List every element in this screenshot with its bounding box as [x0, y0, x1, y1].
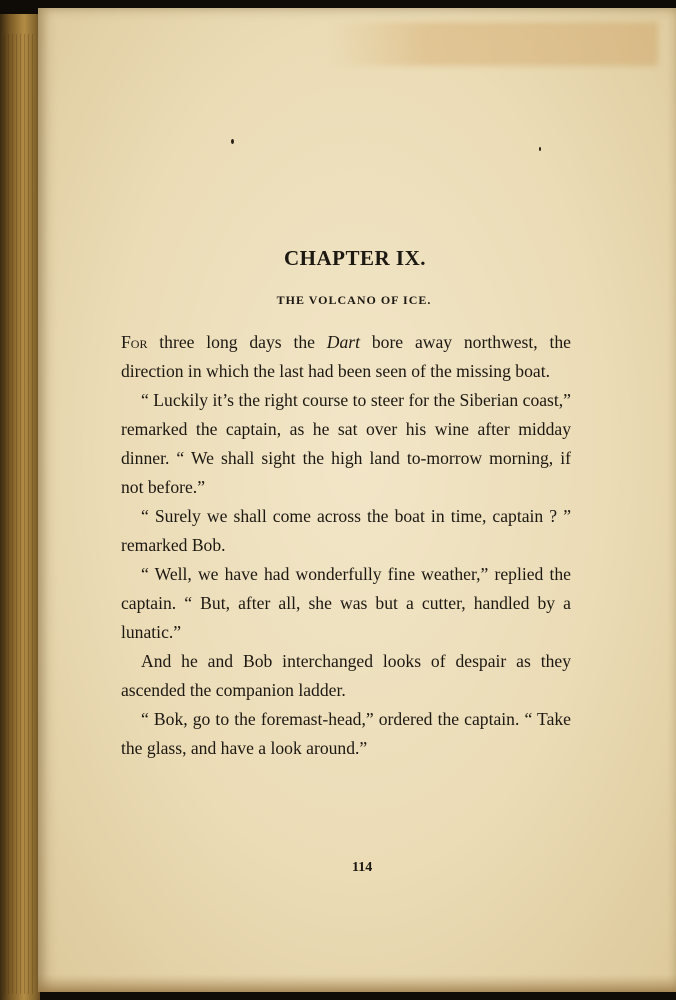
paragraph-1-text-a: three long days the: [147, 332, 327, 352]
paragraph-2: “ Luckily it’s the right course to steer for the Siberian coast,” remarked the captain, as he sat over his wine after midday dinner. “ We shall sight the high land to-morrow morning, if not before.”: [121, 390, 571, 497]
chapter-text: [121, 328, 571, 763]
ink-speck: [539, 147, 541, 151]
page-stain: [328, 22, 658, 66]
page-bottom-shadow: [38, 974, 676, 992]
page-edges: [4, 34, 36, 994]
page-content: [121, 246, 571, 763]
ink-speck: [231, 139, 234, 144]
paragraph-3: “ Surely we shall come across the boat in time, captain ? ” remarked Bob.: [121, 506, 571, 555]
chapter-subtitle: THE VOLCANO OF ICE.: [276, 293, 432, 307]
paragraph-5: And he and Bob interchanged looks of despair as they ascended the companion ladder.: [121, 651, 571, 700]
chapter-title: CHAPTER IX.: [283, 246, 426, 270]
book-spine-edge: [0, 14, 40, 1000]
paragraph-1: [121, 328, 571, 386]
lead-word: For: [121, 332, 148, 352]
paragraph-6: “ Bok, go to the foremast-head,” ordered the captain. “ Take the glass, and have a look around.”: [121, 709, 571, 758]
paragraph-1-text-b: bore away northwest, the direction in which the last had been seen of the missing boat.: [121, 332, 571, 381]
ship-name: Dart: [326, 332, 361, 352]
paragraph-4: “ Well, we have had wonderfully fine weather,” replied the captain. “ But, after all, she was but a cutter, handled by a lunatic.”: [121, 564, 571, 642]
page-number: 114: [352, 860, 373, 875]
